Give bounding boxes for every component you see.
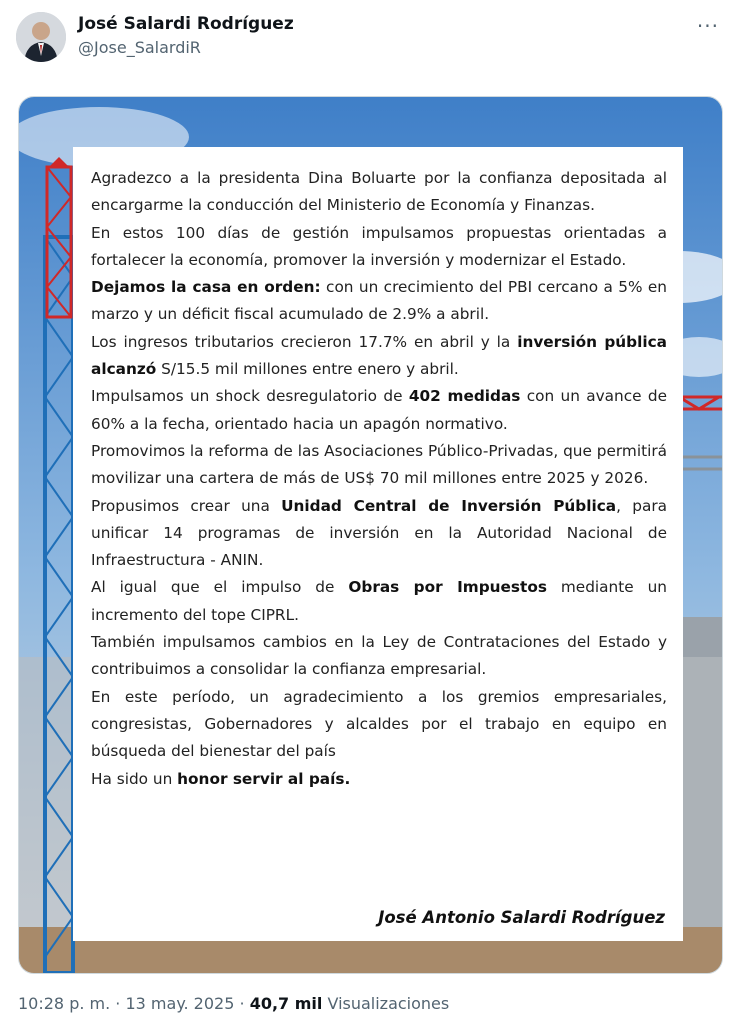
- post-header: [16, 10, 723, 66]
- post-image[interactable]: [18, 96, 723, 974]
- text-run: mediante un incremento del tope CIPRL.: [91, 578, 667, 624]
- bold-text: 402 medidas: [408, 387, 521, 406]
- text-run: Agradezco a la presidenta Dina Boluarte por la confianza depositada al encargarme la conducción del Ministerio de Economía y Finanzas.: [91, 169, 667, 215]
- post-date[interactable]: 13 may. 2025: [125, 994, 235, 1013]
- statement-paragraph: [91, 629, 667, 684]
- text-run: , para unificar 14 programas de inversión en la Autoridad Nacional de Infraestructura - ANIN.: [91, 496, 667, 570]
- statement-paragraph: [91, 684, 667, 766]
- text-run: S/15.5 mil millones entre enero y abril.: [156, 360, 459, 379]
- views-count: 40,7 mil: [249, 994, 323, 1013]
- author-name[interactable]: José Salardi Rodríguez: [78, 14, 294, 34]
- statement-text: [91, 165, 667, 793]
- text-run: Ha sido un: [91, 769, 178, 788]
- text-run: En estos 100 días de gestión impulsamos propuestas orientadas a fortalecer la economía, promover la inversión y modernizar el Estado.: [91, 223, 667, 269]
- statement-paragraph: [91, 220, 667, 275]
- signature: José Antonio Salardi Rodríguez: [378, 908, 665, 927]
- text-run: En este período, un agradecimiento a los gremios empresariales, congresistas, Gobernadores y alcaldes por el trabajo en equipo en búsqueda del bienestar del país: [91, 687, 667, 761]
- views-label: Visualizaciones: [327, 994, 450, 1013]
- bold-text: honor servir al país.: [177, 769, 351, 788]
- text-run: con un avance de 60% a la fecha, orientado hacia un apagón normativo.: [91, 387, 668, 433]
- post-meta: [18, 994, 449, 1013]
- statement-paragraph: [91, 438, 667, 493]
- meta-separator: ·: [239, 994, 245, 1013]
- bold-text: Dejamos la casa en orden:: [91, 278, 321, 297]
- bold-text: inversión pública alcanzó: [91, 332, 667, 379]
- statement-paragraph: [91, 329, 667, 384]
- text-run: Al igual que el impulso de: [91, 578, 349, 597]
- statement-paragraph: [91, 574, 667, 629]
- text-run: con un crecimiento del PBI cercano a 5% en marzo y un déficit fiscal acumulado de 2.9% a abril.: [91, 278, 667, 324]
- bold-text: Unidad Central de Inversión Pública: [281, 496, 617, 515]
- statement-card: [73, 147, 683, 941]
- statement-paragraph: [91, 165, 667, 220]
- text-run: Impulsamos un shock desregulatorio de: [91, 387, 409, 406]
- statement-paragraph: [91, 493, 667, 575]
- text-run: También impulsamos cambios en la Ley de Contrataciones del Estado y contribuimos a consolidar la confianza empresarial.: [91, 633, 667, 679]
- text-run: Los ingresos tributarios crecieron 17.7% en abril y la: [91, 332, 518, 351]
- author-handle[interactable]: @Jose_SalardiR: [78, 38, 201, 57]
- statement-paragraph: [91, 274, 667, 329]
- text-run: Propusimos crear una: [91, 496, 282, 515]
- statement-paragraph: [91, 383, 667, 438]
- meta-separator: ·: [115, 994, 121, 1013]
- bold-text: Obras por Impuestos: [348, 578, 547, 597]
- text-run: Promovimos la reforma de las Asociaciones Público-Privadas, que permitirá movilizar una cartera de más de US$ 70 mil millones entre 2025 y 2026.: [91, 441, 667, 488]
- avatar[interactable]: [16, 12, 66, 62]
- statement-paragraph: [91, 766, 667, 793]
- avatar-photo: [16, 12, 66, 62]
- post-time[interactable]: 10:28 p. m.: [18, 994, 111, 1013]
- more-options-icon[interactable]: ···: [696, 14, 719, 38]
